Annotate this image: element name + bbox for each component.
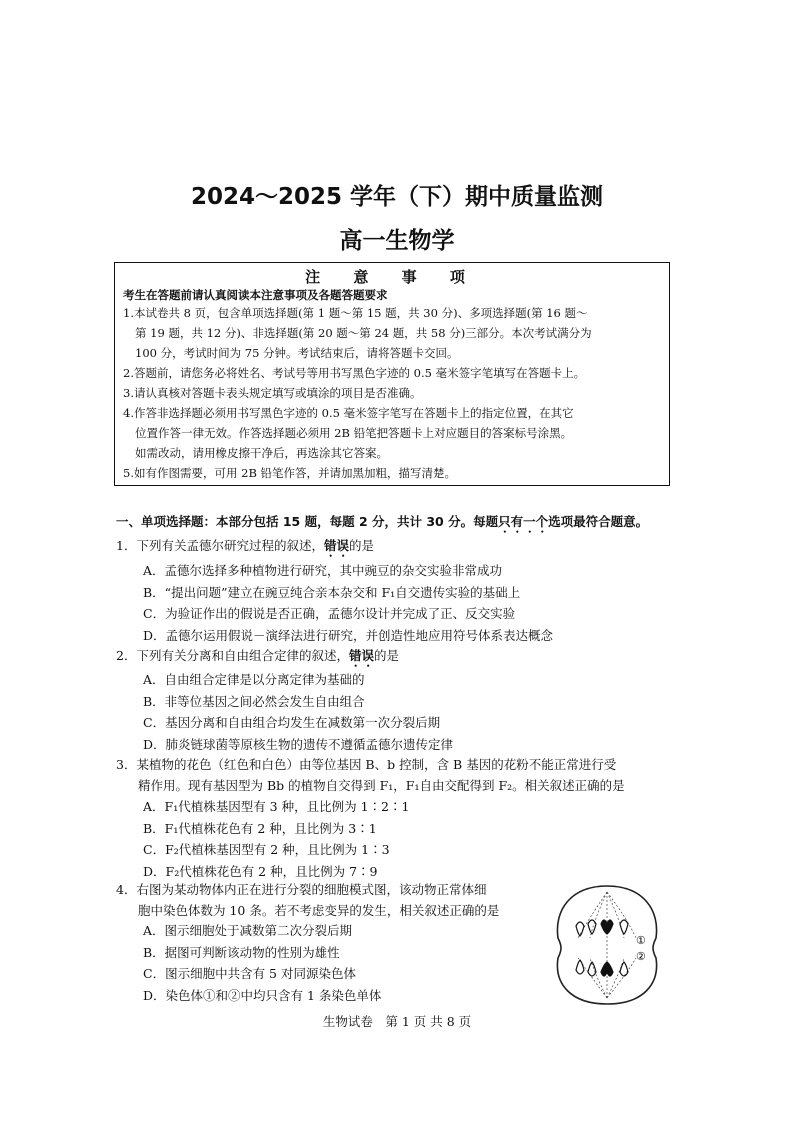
section-heading-suffix: 选项最符合题意。 bbox=[548, 514, 649, 529]
question-4-options bbox=[143, 920, 381, 1007]
q1-option-b: B．“提出问题”建立在豌豆纯合亲本杂交和 F₁自交遗传实验的基础上 bbox=[143, 584, 521, 600]
q3-option-a: A．F₁代植株基因型有 3 种，且比例为 1∶2∶1 bbox=[143, 799, 410, 814]
lower-chromosomes bbox=[576, 960, 628, 976]
q2-option-b: B．非等位基因之间必然会发生自由组合 bbox=[143, 693, 365, 709]
question-3-options bbox=[143, 796, 409, 883]
notice-item-line: 4.作答非选择题必须用书写黑色字迹的 0.5 毫米签字笔写在答题卡上的指定位置，在其它 bbox=[123, 406, 574, 420]
notice-items bbox=[123, 303, 661, 483]
q3-option-b: B．F₁代植株花色有 2 种，且比例为 3∶1 bbox=[143, 820, 377, 836]
q4-option-d: D．染色体①和②中均只含有 1 条染色单体 bbox=[143, 988, 382, 1004]
notice-item-line: 1.本试卷共 8 页，包含单项选择题(第 1 题～第 15 题，共 30 分)、多项选择题(第 16 题～ bbox=[123, 306, 588, 320]
notice-item-continuation: 100 分，考试时间为 75 分钟。考试结束后，请将答题卡交回。 bbox=[135, 346, 459, 360]
notice-item-line: 2.答题前，请您务必将姓名、考试号等用书写黑色字迹的 0.5 毫米签字笔填写在答题卡上。 bbox=[123, 366, 586, 380]
notice-item-continuation: 第 19 题，共 12 分)、非选择题(第 20 题～第 24 题，共 58 分)三部分。本次考试满分为 bbox=[135, 326, 592, 340]
upper-chromosomes bbox=[576, 920, 628, 936]
cell-division-figure bbox=[548, 880, 666, 1010]
notice-item bbox=[123, 403, 661, 463]
q1-stem-pre: 1．下列有关孟德尔研究过程的叙述， bbox=[116, 538, 324, 553]
q1-option-d: D．孟德尔运用假说－演绎法进行研究，并创造性地应用符号体系表达概念 bbox=[143, 628, 554, 644]
q2-option-d: D．肺炎链球菌等原核生物的遗传不遵循孟德尔遗传定律 bbox=[143, 737, 454, 753]
notice-item-continuation: 如需改动，请用橡皮擦干净后，再选涂其它答案。 bbox=[135, 446, 388, 460]
question-4-stem bbox=[116, 879, 546, 921]
q2-option-c: C．基因分离和自由组合均发生在减数第一次分裂后期 bbox=[143, 715, 441, 731]
question-2-options bbox=[143, 669, 453, 756]
question-2-stem bbox=[116, 645, 676, 670]
q1-option-a: A．孟德尔选择多种植物进行研究，其中豌豆的杂交实验非常成功 bbox=[143, 563, 503, 578]
q4-stem-line1: 4．右图为某动物体内正在进行分裂的细胞模式图，该动物正常体细 bbox=[116, 882, 487, 897]
q1-option-c: C．为验证作出的假说是否正确，孟德尔设计并完成了正、反交实验 bbox=[143, 606, 516, 622]
notice-box bbox=[114, 262, 670, 486]
q2-stem-emphasis: 错误 bbox=[348, 648, 374, 663]
q3-option-c: C．F₂代植株基因型有 2 种，且比例为 1∶3 bbox=[143, 842, 390, 858]
notice-item-line: 3.请认真核对答题卡表头规定填写或填涂的项目是否准确。 bbox=[123, 386, 422, 400]
q3-stem-line1: 3．某植物的花色（红色和白色）由等位基因 B、b 控制，含 B 基因的花粉不能正常进行受 bbox=[116, 757, 617, 772]
q1-stem-post: 的是 bbox=[348, 538, 374, 553]
section-heading-emphasis: 只有一个 bbox=[498, 514, 549, 529]
notice-item-continuation: 位置作答一律无效。作答选择题必须用 2B 铅笔把答题卡上对应题目的答案标号涂黑。 bbox=[135, 426, 573, 440]
q2-stem-post: 的是 bbox=[373, 648, 399, 663]
q4-option-a: A．图示细胞处于减数第二次分裂后期 bbox=[143, 923, 353, 938]
q1-stem-emphasis: 错误 bbox=[323, 538, 349, 553]
q4-option-b: B．据图可判断该动物的性别为雄性 bbox=[143, 944, 340, 960]
notice-heading: 注 意 事 项 bbox=[305, 268, 479, 286]
notice-item bbox=[123, 303, 661, 363]
notice-item bbox=[123, 463, 661, 483]
q3-option-d: D．F₂代植株花色有 2 种，且比例为 7∶9 bbox=[143, 864, 378, 880]
section-heading bbox=[116, 512, 648, 536]
question-1-options bbox=[143, 560, 553, 647]
page-footer: 生物试卷 第 1 页 共 8 页 bbox=[322, 1014, 472, 1029]
q2-stem-pre: 2．下列有关分离和自由组合定律的叙述， bbox=[116, 648, 349, 663]
q2-option-a: A．自由组合定律是以分离定律为基础的 bbox=[143, 672, 365, 687]
notice-item bbox=[123, 363, 661, 383]
exam-subtitle: 高一生物学 bbox=[339, 228, 455, 254]
notice-subheading: 考生在答题前请认真阅读本注意事项及各题答题要求 bbox=[123, 288, 388, 302]
q4-stem-line2: 胞中染色体数为 10 条。若不考虑变异的发生，相关叙述正确的是 bbox=[138, 903, 500, 918]
section-heading-prefix: 一、单项选择题：本部分包括 15 题，每题 2 分，共计 30 分。每题 bbox=[116, 514, 499, 529]
notice-item-line: 5.如有作图需要，可用 2B 铅笔作答，并请加黑加粗，描写清楚。 bbox=[123, 466, 457, 480]
exam-title: 2024～2025 学年（下）期中质量监测 bbox=[190, 184, 604, 210]
question-3-stem bbox=[116, 754, 686, 796]
q3-stem-line2: 精作用。现有基因型为 Bb 的植物自交得到 F₁，F₁自由交配得到 F₂。相关叙述正确的是 bbox=[138, 778, 625, 793]
spindle-fibers bbox=[578, 892, 636, 998]
chromosome-label-1: ① bbox=[636, 934, 646, 947]
question-1-stem bbox=[116, 535, 676, 560]
q4-option-c: C．图示细胞中共含有 5 对同源染色体 bbox=[143, 966, 356, 982]
notice-item bbox=[123, 383, 661, 403]
chromosome-label-2: ② bbox=[636, 950, 646, 963]
